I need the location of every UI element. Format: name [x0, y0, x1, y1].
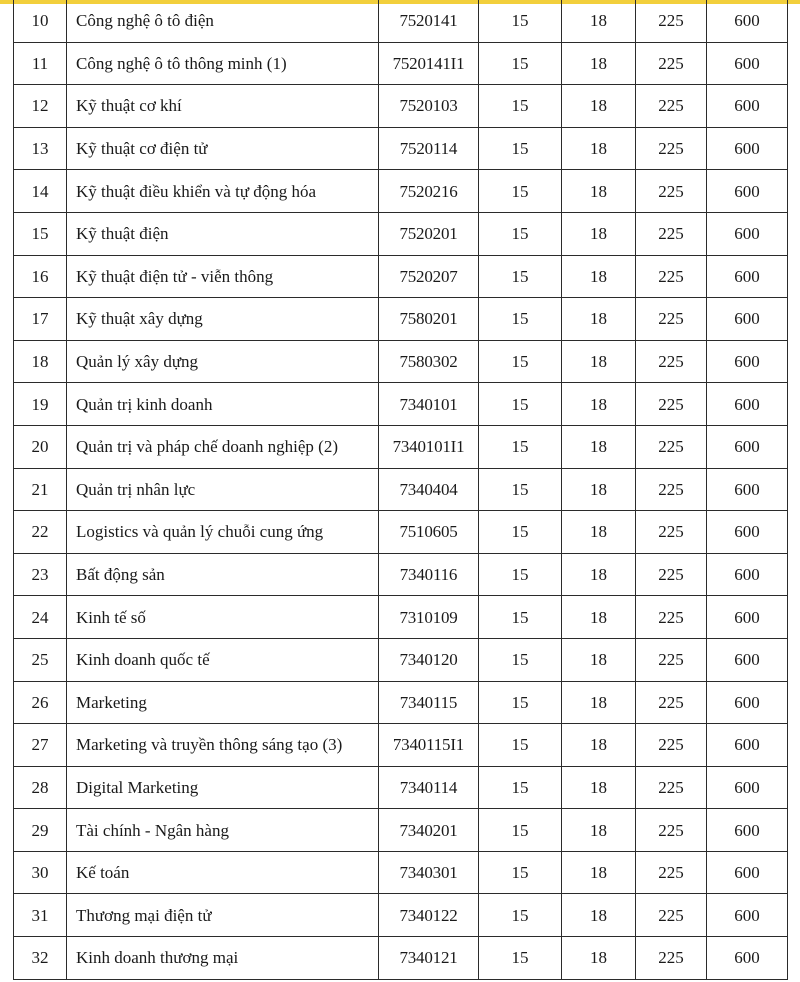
value-cell-4: 600	[707, 212, 788, 255]
major-name-cell: Kinh tế số	[67, 596, 379, 639]
major-name-cell: Quản trị và pháp chế doanh nghiệp (2)	[67, 425, 379, 468]
major-code-cell: 7340116	[379, 553, 479, 596]
value-cell-3: 225	[636, 170, 707, 213]
value-cell-3: 225	[636, 298, 707, 341]
value-cell-1: 15	[479, 42, 562, 85]
value-cell-1: 15	[479, 425, 562, 468]
major-code-cell: 7340301	[379, 851, 479, 894]
value-cell-1: 15	[479, 298, 562, 341]
value-cell-2: 18	[562, 894, 636, 937]
row-number-cell: 26	[14, 681, 67, 724]
major-code-cell: 7510605	[379, 511, 479, 554]
major-code-cell: 7580302	[379, 340, 479, 383]
major-code-cell: 7340101I1	[379, 425, 479, 468]
value-cell-3: 225	[636, 937, 707, 980]
major-code-cell: 7340115	[379, 681, 479, 724]
value-cell-4: 600	[707, 468, 788, 511]
major-name-cell: Marketing và truyền thông sáng tạo (3)	[67, 724, 379, 767]
row-number-cell: 30	[14, 851, 67, 894]
value-cell-4: 600	[707, 766, 788, 809]
major-name-cell: Tài chính - Ngân hàng	[67, 809, 379, 852]
table-row	[14, 638, 788, 681]
major-code-cell: 7340201	[379, 809, 479, 852]
value-cell-2: 18	[562, 170, 636, 213]
value-cell-3: 225	[636, 894, 707, 937]
value-cell-2: 18	[562, 937, 636, 980]
table-row	[14, 298, 788, 341]
major-name-cell: Kỹ thuật điều khiển và tự động hóa	[67, 170, 379, 213]
row-number-cell: 22	[14, 511, 67, 554]
value-cell-4: 600	[707, 894, 788, 937]
value-cell-2: 18	[562, 85, 636, 128]
major-code-cell: 7340114	[379, 766, 479, 809]
major-code-cell: 7310109	[379, 596, 479, 639]
row-number-cell: 25	[14, 638, 67, 681]
major-name-cell: Digital Marketing	[67, 766, 379, 809]
table-body	[14, 0, 788, 979]
table-row	[14, 809, 788, 852]
major-code-cell: 7340122	[379, 894, 479, 937]
value-cell-1: 15	[479, 553, 562, 596]
major-name-cell: Kinh doanh thương mại	[67, 937, 379, 980]
row-number-cell: 14	[14, 170, 67, 213]
value-cell-1: 15	[479, 468, 562, 511]
value-cell-4: 600	[707, 0, 788, 42]
value-cell-1: 15	[479, 809, 562, 852]
row-number-cell: 19	[14, 383, 67, 426]
major-name-cell: Kinh doanh quốc tế	[67, 638, 379, 681]
value-cell-1: 15	[479, 851, 562, 894]
value-cell-1: 15	[479, 340, 562, 383]
value-cell-1: 15	[479, 127, 562, 170]
value-cell-3: 225	[636, 383, 707, 426]
value-cell-2: 18	[562, 127, 636, 170]
value-cell-1: 15	[479, 937, 562, 980]
major-name-cell: Kỹ thuật xây dựng	[67, 298, 379, 341]
table-row	[14, 425, 788, 468]
value-cell-3: 225	[636, 85, 707, 128]
value-cell-3: 225	[636, 809, 707, 852]
majors-table	[13, 0, 788, 980]
major-code-cell: 7520207	[379, 255, 479, 298]
row-number-cell: 31	[14, 894, 67, 937]
value-cell-4: 600	[707, 638, 788, 681]
table-row	[14, 937, 788, 980]
value-cell-3: 225	[636, 468, 707, 511]
row-number-cell: 18	[14, 340, 67, 383]
value-cell-4: 600	[707, 596, 788, 639]
row-number-cell: 12	[14, 85, 67, 128]
value-cell-2: 18	[562, 596, 636, 639]
value-cell-3: 225	[636, 425, 707, 468]
row-number-cell: 24	[14, 596, 67, 639]
value-cell-4: 600	[707, 511, 788, 554]
value-cell-1: 15	[479, 170, 562, 213]
major-name-cell: Logistics và quản lý chuỗi cung ứng	[67, 511, 379, 554]
value-cell-4: 600	[707, 170, 788, 213]
row-number-cell: 28	[14, 766, 67, 809]
major-name-cell: Kế toán	[67, 851, 379, 894]
value-cell-1: 15	[479, 681, 562, 724]
value-cell-4: 600	[707, 85, 788, 128]
table-row	[14, 42, 788, 85]
value-cell-2: 18	[562, 766, 636, 809]
value-cell-4: 600	[707, 809, 788, 852]
value-cell-1: 15	[479, 212, 562, 255]
value-cell-2: 18	[562, 383, 636, 426]
value-cell-3: 225	[636, 0, 707, 42]
value-cell-4: 600	[707, 937, 788, 980]
major-code-cell: 7340120	[379, 638, 479, 681]
major-code-cell: 7520141	[379, 0, 479, 42]
major-name-cell: Bất động sản	[67, 553, 379, 596]
table-row	[14, 340, 788, 383]
major-code-cell: 7520103	[379, 85, 479, 128]
major-code-cell: 7520114	[379, 127, 479, 170]
table-row	[14, 170, 788, 213]
value-cell-4: 600	[707, 851, 788, 894]
value-cell-1: 15	[479, 766, 562, 809]
value-cell-3: 225	[636, 724, 707, 767]
value-cell-4: 600	[707, 298, 788, 341]
value-cell-4: 600	[707, 425, 788, 468]
value-cell-1: 15	[479, 255, 562, 298]
row-number-cell: 13	[14, 127, 67, 170]
value-cell-3: 225	[636, 42, 707, 85]
value-cell-2: 18	[562, 851, 636, 894]
table-row	[14, 85, 788, 128]
major-code-cell: 7520201	[379, 212, 479, 255]
row-number-cell: 21	[14, 468, 67, 511]
major-name-cell: Kỹ thuật cơ khí	[67, 85, 379, 128]
major-code-cell: 7340101	[379, 383, 479, 426]
row-number-cell: 20	[14, 425, 67, 468]
value-cell-3: 225	[636, 553, 707, 596]
major-name-cell: Kỹ thuật điện tử - viễn thông	[67, 255, 379, 298]
table-row	[14, 596, 788, 639]
table-row	[14, 383, 788, 426]
row-number-cell: 32	[14, 937, 67, 980]
major-code-cell: 7520141I1	[379, 42, 479, 85]
row-number-cell: 17	[14, 298, 67, 341]
value-cell-3: 225	[636, 638, 707, 681]
table-row	[14, 724, 788, 767]
value-cell-4: 600	[707, 724, 788, 767]
major-name-cell: Quản trị kinh doanh	[67, 383, 379, 426]
major-name-cell: Kỹ thuật điện	[67, 212, 379, 255]
row-number-cell: 16	[14, 255, 67, 298]
table-row	[14, 851, 788, 894]
value-cell-2: 18	[562, 255, 636, 298]
value-cell-2: 18	[562, 553, 636, 596]
table-row	[14, 681, 788, 724]
value-cell-3: 225	[636, 340, 707, 383]
major-code-cell: 7340115I1	[379, 724, 479, 767]
major-name-cell: Thương mại điện tử	[67, 894, 379, 937]
table-row	[14, 553, 788, 596]
value-cell-2: 18	[562, 212, 636, 255]
major-code-cell: 7520216	[379, 170, 479, 213]
value-cell-1: 15	[479, 894, 562, 937]
value-cell-3: 225	[636, 212, 707, 255]
value-cell-2: 18	[562, 724, 636, 767]
value-cell-4: 600	[707, 340, 788, 383]
value-cell-2: 18	[562, 468, 636, 511]
value-cell-2: 18	[562, 340, 636, 383]
value-cell-3: 225	[636, 681, 707, 724]
table-row	[14, 894, 788, 937]
row-number-cell: 15	[14, 212, 67, 255]
row-number-cell: 11	[14, 42, 67, 85]
value-cell-1: 15	[479, 0, 562, 42]
row-number-cell: 29	[14, 809, 67, 852]
table-row	[14, 511, 788, 554]
table-row	[14, 212, 788, 255]
value-cell-1: 15	[479, 724, 562, 767]
major-name-cell: Quản lý xây dựng	[67, 340, 379, 383]
value-cell-3: 225	[636, 511, 707, 554]
value-cell-4: 600	[707, 553, 788, 596]
table-row	[14, 468, 788, 511]
row-number-cell: 10	[14, 0, 67, 42]
value-cell-1: 15	[479, 638, 562, 681]
major-name-cell: Công nghệ ô tô thông minh (1)	[67, 42, 379, 85]
value-cell-4: 600	[707, 681, 788, 724]
value-cell-2: 18	[562, 425, 636, 468]
major-name-cell: Quản trị nhân lực	[67, 468, 379, 511]
value-cell-1: 15	[479, 596, 562, 639]
row-number-cell: 27	[14, 724, 67, 767]
value-cell-2: 18	[562, 638, 636, 681]
value-cell-1: 15	[479, 383, 562, 426]
value-cell-3: 225	[636, 596, 707, 639]
table-row	[14, 255, 788, 298]
table-row	[14, 127, 788, 170]
value-cell-2: 18	[562, 0, 636, 42]
value-cell-4: 600	[707, 255, 788, 298]
table-row	[14, 0, 788, 42]
major-name-cell: Kỹ thuật cơ điện tử	[67, 127, 379, 170]
major-name-cell: Công nghệ ô tô điện	[67, 0, 379, 42]
value-cell-4: 600	[707, 42, 788, 85]
value-cell-2: 18	[562, 298, 636, 341]
value-cell-3: 225	[636, 851, 707, 894]
value-cell-1: 15	[479, 511, 562, 554]
value-cell-4: 600	[707, 383, 788, 426]
value-cell-2: 18	[562, 809, 636, 852]
value-cell-3: 225	[636, 255, 707, 298]
table-row	[14, 766, 788, 809]
value-cell-4: 600	[707, 127, 788, 170]
value-cell-3: 225	[636, 127, 707, 170]
major-code-cell: 7340404	[379, 468, 479, 511]
major-name-cell: Marketing	[67, 681, 379, 724]
row-number-cell: 23	[14, 553, 67, 596]
value-cell-2: 18	[562, 42, 636, 85]
value-cell-1: 15	[479, 85, 562, 128]
value-cell-2: 18	[562, 511, 636, 554]
value-cell-3: 225	[636, 766, 707, 809]
value-cell-2: 18	[562, 681, 636, 724]
major-code-cell: 7340121	[379, 937, 479, 980]
major-code-cell: 7580201	[379, 298, 479, 341]
